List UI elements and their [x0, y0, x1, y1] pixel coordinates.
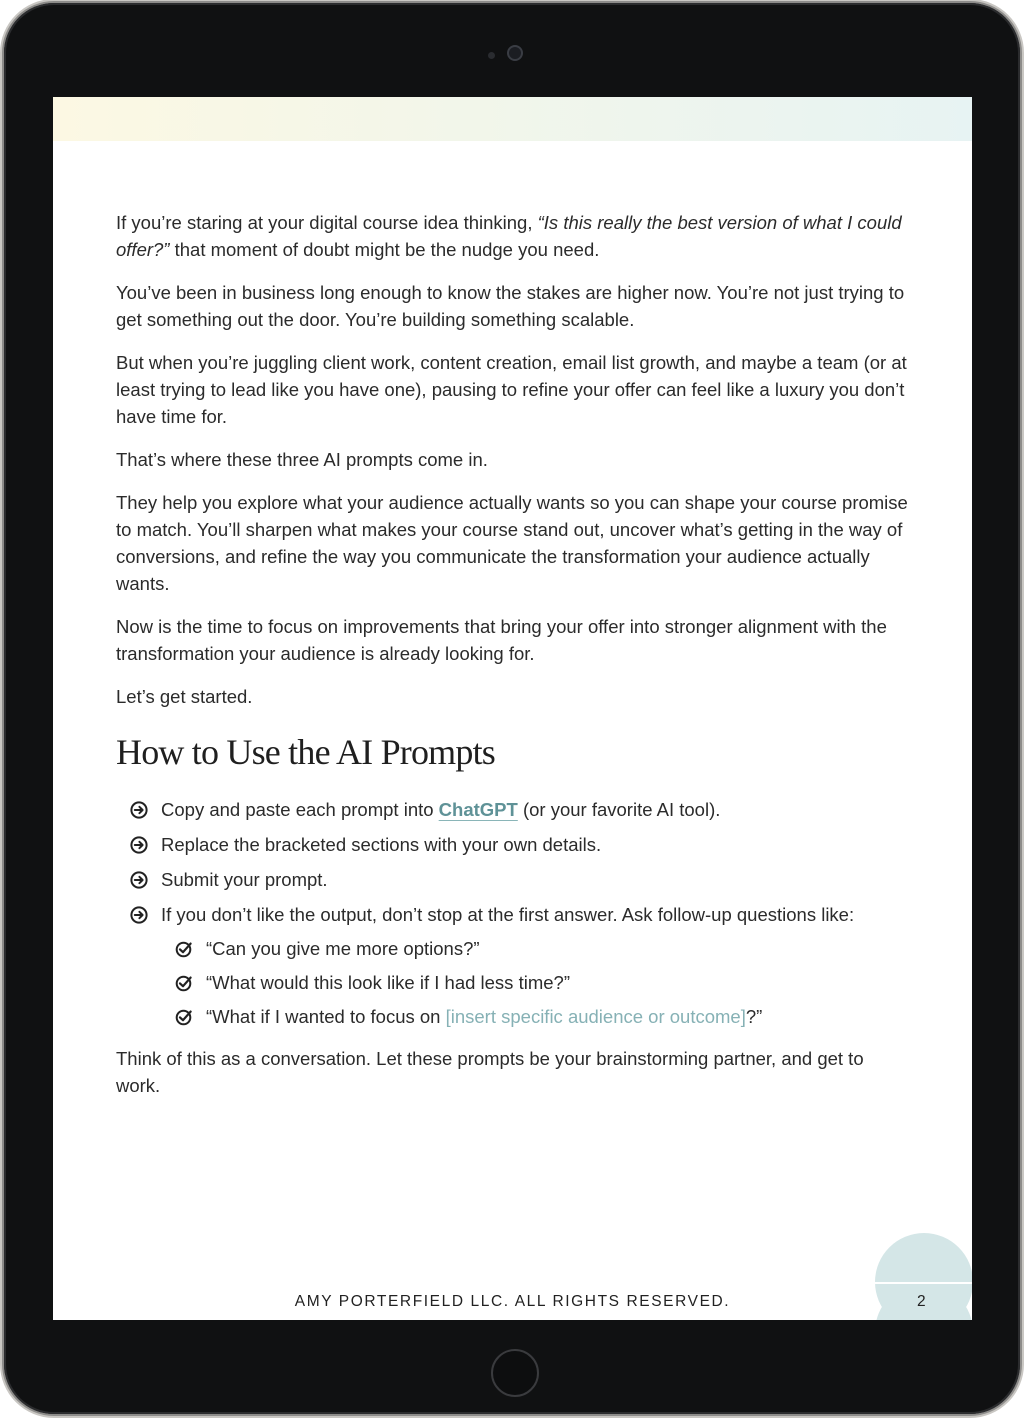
sensor-dot	[488, 52, 495, 59]
followup-list	[161, 935, 911, 1031]
chatgpt-link[interactable]: ChatGPT	[438, 799, 518, 820]
check-circle-icon	[175, 974, 193, 992]
step-item-3: Submit your prompt.	[116, 866, 911, 894]
check-circle-icon	[175, 940, 193, 958]
page-content	[116, 209, 911, 1115]
step-item-1: Copy and paste each prompt into ChatGPT (or your favorite AI tool).	[116, 796, 911, 824]
intro-paragraph-2: You’ve been in business long enough to know the stakes are higher now. You’re not just trying to get something out the door. You’re building something scalable.	[116, 282, 905, 330]
steps-list	[116, 796, 911, 1031]
arrow-circle-icon	[130, 871, 148, 889]
intro-quote: “Is this really the best version of what I could offer?”	[116, 212, 902, 260]
closing-paragraph: Think of this as a conversation. Let these prompts be your brainstorming partner, and get to work.	[116, 1048, 864, 1096]
front-camera	[509, 47, 521, 59]
followup-item-1: “Can you give me more options?”	[161, 935, 911, 963]
header-gradient-band	[53, 97, 972, 141]
footer-copyright: AMY PORTERFIELD LLC. ALL RIGHTS RESERVED.	[294, 1293, 731, 1310]
intro-paragraph-6: Now is the time to focus on improvements that bring your offer into stronger alignment with the transformation your audience is already looking for.	[116, 616, 887, 664]
section-heading: How to Use the AI Prompts	[116, 732, 495, 772]
step-item-2: Replace the bracketed sections with your own details.	[116, 831, 911, 859]
check-circle-icon	[175, 1008, 193, 1026]
intro-paragraph-1: If you’re staring at your digital course idea thinking, “Is this really the best version of what I could offer?” that moment of doubt might be the nudge you need.	[116, 212, 902, 260]
document-page	[53, 97, 972, 1320]
decor-divider	[863, 1282, 972, 1284]
intro-paragraph-7: Let’s get started.	[116, 686, 253, 707]
placeholder-text: [insert specific audience or outcome]	[445, 1006, 746, 1027]
followup-item-3: “What if I wanted to focus on [insert specific audience or outcome]?”	[161, 1003, 911, 1031]
step-item-4: If you don’t like the output, don’t stop at the first answer. Ask follow-up questions like: “Can you give me more options?” “What would this look like if I had less time?” “What if I wanted to focus on [insert specific audience or outcome]?”	[116, 901, 911, 1031]
intro-paragraph-5: They help you explore what your audience actually wants so you can shape your course promise to match. You’ll sharpen what makes your course stand out, uncover what’s getting in the way of conversions, and refine the way you communicate the transformation your audience actually wants.	[116, 492, 908, 594]
arrow-circle-icon	[130, 836, 148, 854]
home-button[interactable]	[491, 1349, 539, 1397]
followup-item-2: “What would this look like if I had less time?”	[161, 969, 911, 997]
arrow-circle-icon	[130, 801, 148, 819]
page-number: 2	[917, 1293, 926, 1310]
intro-paragraph-4: That’s where these three AI prompts come in.	[116, 449, 488, 470]
intro-paragraph-3: But when you’re juggling client work, content creation, email list growth, and maybe a team (or at least trying to lead like you have one), pausing to refine your offer can feel like a luxury you don’t have time for.	[116, 352, 907, 427]
arrow-circle-icon	[130, 906, 148, 924]
